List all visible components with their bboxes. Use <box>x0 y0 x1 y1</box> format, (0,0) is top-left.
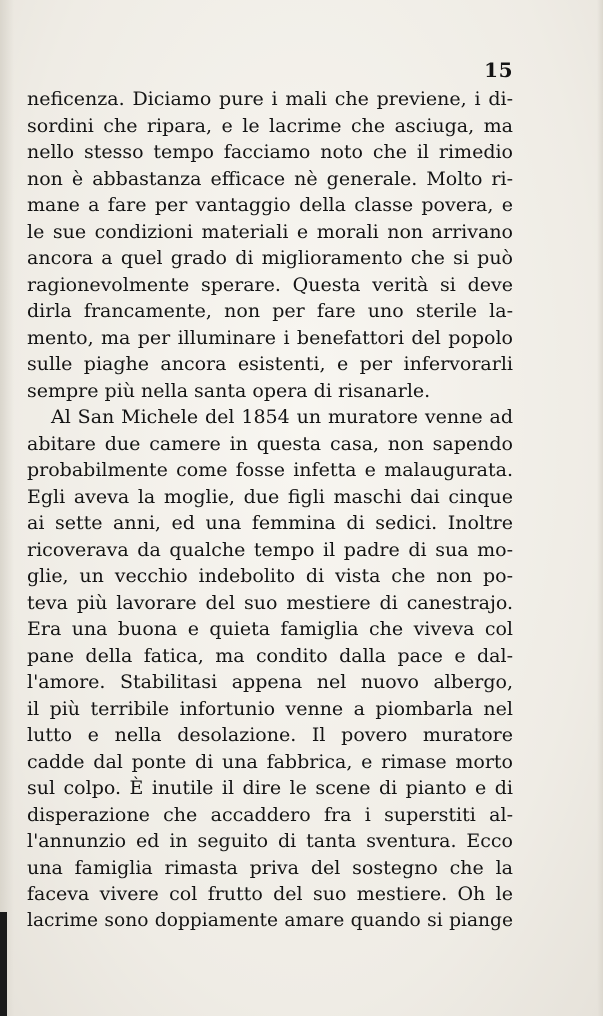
text-line: cadde dal ponte di una fabbrica, e rimase morto <box>27 750 513 773</box>
text-line: dirla francamente, non per fare uno sterile la- <box>27 300 513 322</box>
text-line: glie, un vecchio indebolito di vista che non po- <box>27 565 513 587</box>
paragraph-first-line: Al San Michele del 1854 un muratore venne ad <box>51 406 513 428</box>
text-line: l'annunzio ed in seguito di tanta sventura. Ecco <box>27 830 513 852</box>
text-line: mento, ma per illuminare i benefattori del popolo <box>27 326 513 349</box>
text-line: teva più lavorare del suo mestiere di canestrajo. <box>27 591 513 614</box>
text-line: ricoverava da qualche tempo il padre di sua mo- <box>27 538 513 561</box>
text-line: non è abbastanza efficace nè generale. Molto ri- <box>27 167 513 190</box>
text-line: ai sette anni, ed una femmina di sedici. Inoltre <box>27 512 513 534</box>
binding-edge-mark <box>0 912 7 1016</box>
text-line: le sue condizioni materiali e morali non arrivano <box>27 220 513 243</box>
text-line: Era una buona e quieta famiglia che viveva col <box>27 618 513 640</box>
text-line: sordini che ripara, e le lacrime che asciuga, ma <box>27 114 513 137</box>
text-line: ragionevolmente sperare. Questa verità si deve <box>27 273 513 296</box>
text-line: abitare due camere in questa casa, non sapendo <box>27 432 513 455</box>
text-line: mane a fare per vantaggio della classe povera, e <box>27 194 513 216</box>
text-line: faceva vivere col frutto del suo mestiere. Oh le <box>27 883 513 905</box>
text-line: sul colpo. È inutile il dire le scene di pianto e di <box>27 777 513 799</box>
page-number: 15 <box>484 58 513 82</box>
text-line: il più terribile infortunio venne a piombarla nel <box>27 697 513 720</box>
text-line: pane della fatica, ma condito dalla pace e dal- <box>27 644 513 667</box>
text-line: Egli aveva la moglie, due figli maschi dai cinque <box>27 485 513 508</box>
text-line: disperazione che accaddero fra i superstiti al- <box>27 803 513 826</box>
text-line: lacrime sono doppiamente amare quando si piange <box>27 909 513 931</box>
text-line: probabilmente come fosse infetta e malaugurata. <box>27 459 513 481</box>
body-text <box>27 86 513 934</box>
paragraph-last-line: sempre più nella santa opera di risanarle. <box>27 379 431 402</box>
text-line: nello stesso tempo facciamo noto che il rimedio <box>27 141 513 163</box>
gutter-shadow <box>0 0 14 1016</box>
text-line: una famiglia rimasta priva del sostegno che la <box>27 856 513 879</box>
text-line: neficenza. Diciamo pure i mali che previene, i di- <box>27 88 513 110</box>
page-edge-shadow <box>597 0 603 1016</box>
text-line: ancora a quel grado di miglioramento che si può <box>27 247 513 269</box>
text-line: lutto e nella desolazione. Il povero muratore <box>27 724 513 746</box>
text-line: l'amore. Stabilitasi appena nel nuovo albergo, <box>27 671 513 693</box>
text-line: sulle piaghe ancora esistenti, e per infervorarli <box>27 353 513 375</box>
